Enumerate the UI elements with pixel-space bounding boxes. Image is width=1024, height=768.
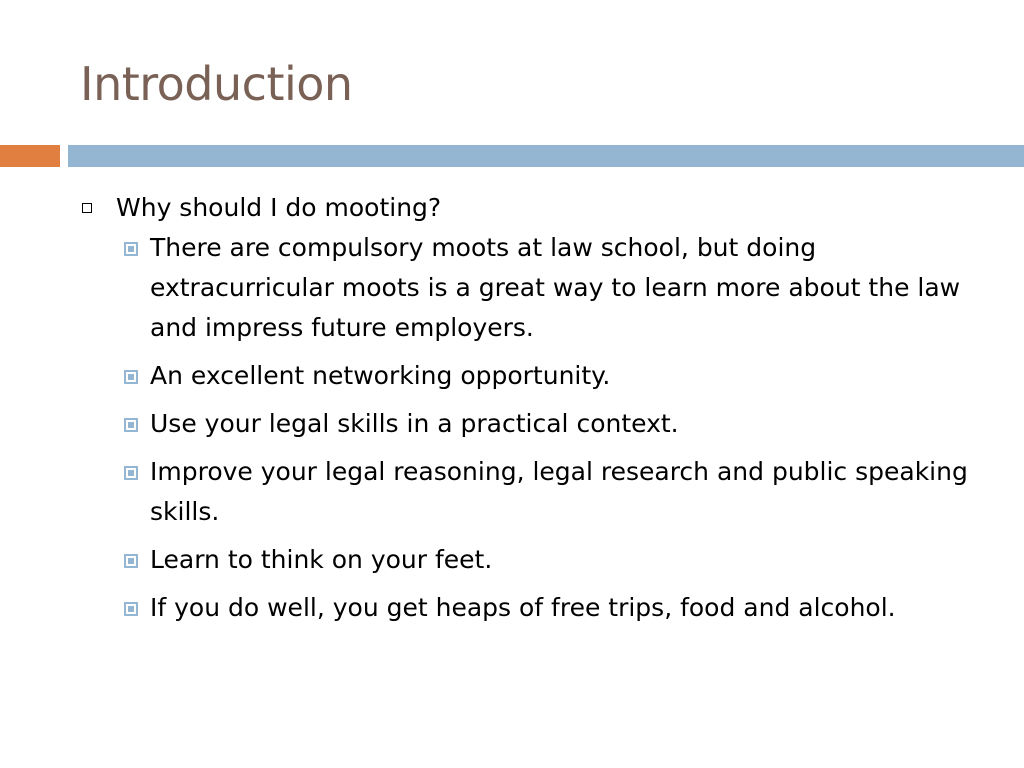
sub-bullet-item xyxy=(80,228,980,348)
title-accent-bar xyxy=(0,145,60,167)
square-bullet-icon xyxy=(124,602,138,616)
square-bullet-icon xyxy=(124,466,138,480)
sub-bullet-text: Improve your legal reasoning, legal research and public speaking skills. xyxy=(150,457,968,526)
sub-bullet-text: An excellent networking opportunity. xyxy=(150,361,611,390)
sub-bullet-text: There are compulsory moots at law school, but doing extracurricular moots is a great way to learn more about the law and impress future employers. xyxy=(150,233,961,342)
bullet-level1 xyxy=(80,188,980,228)
sub-bullet-text: If you do well, you get heaps of free trips, food and alcohol. xyxy=(150,593,896,622)
square-bullet-icon xyxy=(124,242,138,256)
slide-title: Introduction xyxy=(80,57,353,111)
sub-bullet-text: Learn to think on your feet. xyxy=(150,545,493,574)
sub-bullet-list xyxy=(80,228,980,628)
hollow-square-bullet-icon xyxy=(82,203,92,213)
title-divider-bar xyxy=(68,145,1024,167)
slide-body xyxy=(80,188,980,636)
bullet-text: Why should I do mooting? xyxy=(116,193,442,222)
square-bullet-icon xyxy=(124,418,138,432)
sub-bullet-item xyxy=(80,588,980,628)
sub-bullet-text: Use your legal skills in a practical context. xyxy=(150,409,679,438)
sub-bullet-item xyxy=(80,452,980,532)
sub-bullet-item xyxy=(80,404,980,444)
sub-bullet-item xyxy=(80,540,980,580)
square-bullet-icon xyxy=(124,370,138,384)
square-bullet-icon xyxy=(124,554,138,568)
sub-bullet-item xyxy=(80,356,980,396)
